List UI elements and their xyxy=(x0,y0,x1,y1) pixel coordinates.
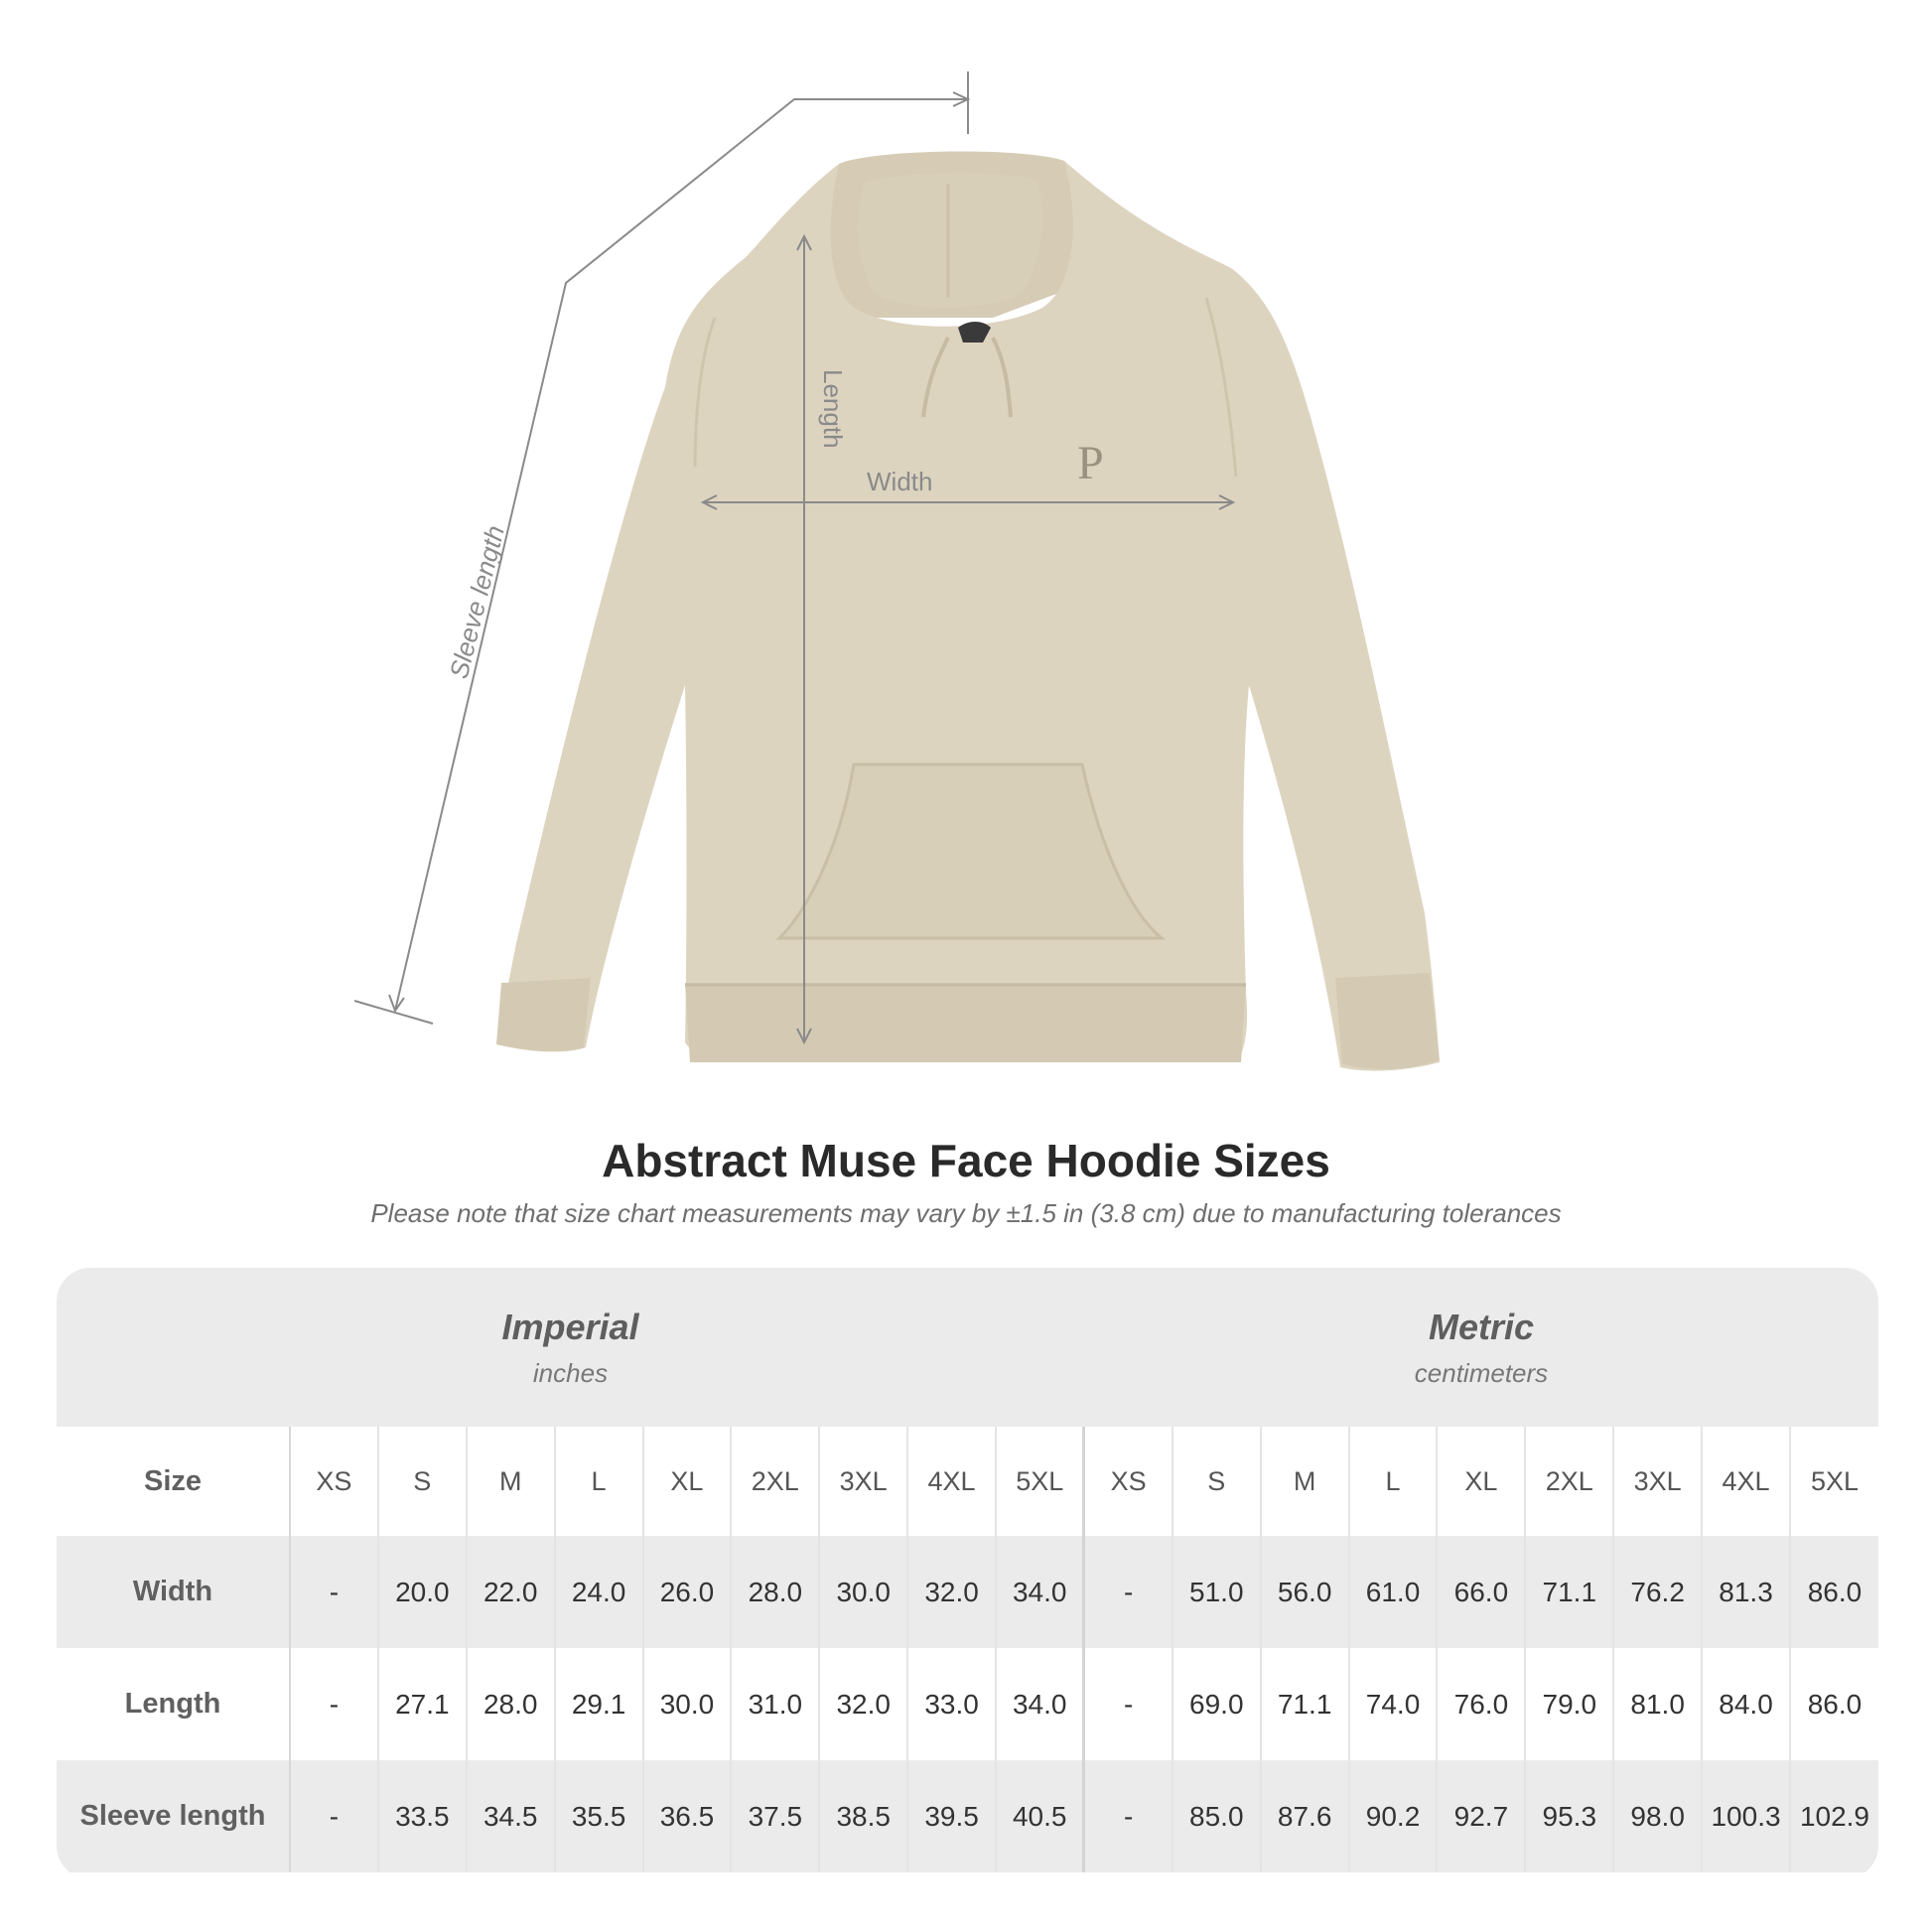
imperial-value-cell: 26.0 xyxy=(643,1536,732,1648)
hoodie-cuff-right xyxy=(1335,973,1440,1069)
metric-value-cell: 71.1 xyxy=(1261,1648,1349,1760)
metric-value-cell: 86.0 xyxy=(1790,1648,1878,1760)
metric-value-cell: 56.0 xyxy=(1261,1536,1349,1648)
imperial-value-cell: 34.0 xyxy=(996,1648,1084,1760)
metric-value-cell: 81.0 xyxy=(1613,1648,1702,1760)
metric-value-cell: - xyxy=(1084,1536,1173,1648)
metric-size-s: S xyxy=(1173,1427,1261,1536)
imperial-value-cell: 40.5 xyxy=(996,1760,1084,1872)
imperial-value-cell: 20.0 xyxy=(378,1536,467,1648)
metric-size-l: L xyxy=(1349,1427,1438,1536)
metric-value-cell: - xyxy=(1084,1648,1173,1760)
metric-value-cell: 79.0 xyxy=(1525,1648,1613,1760)
metric-value-cell: 61.0 xyxy=(1349,1536,1438,1648)
imperial-size-m: M xyxy=(467,1427,555,1536)
measurement-label: Length xyxy=(57,1648,290,1760)
imperial-value-cell: 27.1 xyxy=(378,1648,467,1760)
metric-size-3xl: 3XL xyxy=(1613,1427,1702,1536)
metric-value-cell: 86.0 xyxy=(1790,1536,1878,1648)
imperial-value-cell: 36.5 xyxy=(643,1760,732,1872)
metric-value-cell: 74.0 xyxy=(1349,1648,1438,1760)
imperial-size-xl: XL xyxy=(643,1427,732,1536)
imperial-size-2xl: 2XL xyxy=(731,1427,819,1536)
metric-size-5xl: 5XL xyxy=(1790,1427,1878,1536)
imperial-title: Imperial xyxy=(501,1306,639,1347)
metric-size-xs: XS xyxy=(1084,1427,1173,1536)
imperial-size-3xl: 3XL xyxy=(819,1427,907,1536)
imperial-value-cell: 22.0 xyxy=(467,1536,555,1648)
metric-value-cell: 66.0 xyxy=(1437,1536,1525,1648)
imperial-value-cell: 34.5 xyxy=(467,1760,555,1872)
metric-size-4xl: 4XL xyxy=(1702,1427,1790,1536)
length-label: Length xyxy=(818,369,848,449)
metric-value-cell: 81.3 xyxy=(1702,1536,1790,1648)
imperial-value-cell: 33.5 xyxy=(378,1760,467,1872)
metric-size-m: M xyxy=(1261,1427,1349,1536)
imperial-value-cell: 38.5 xyxy=(819,1760,907,1872)
imperial-value-cell: - xyxy=(290,1536,378,1648)
imperial-value-cell: 37.5 xyxy=(731,1760,819,1872)
metric-value-cell: 95.3 xyxy=(1525,1760,1613,1872)
metric-value-cell: 87.6 xyxy=(1261,1760,1349,1872)
hoodie-hood-lining xyxy=(858,173,1042,308)
imperial-value-cell: 35.5 xyxy=(555,1760,643,1872)
imperial-value-cell: 31.0 xyxy=(731,1648,819,1760)
metric-value-cell: 98.0 xyxy=(1613,1760,1702,1872)
metric-title: Metric xyxy=(1428,1306,1534,1347)
imperial-size-4xl: 4XL xyxy=(907,1427,996,1536)
metric-value-cell: 102.9 xyxy=(1790,1760,1878,1872)
sleeve-length-label: Sleeve length xyxy=(443,522,510,682)
metric-value-cell: 76.2 xyxy=(1613,1536,1702,1648)
size-chart-table xyxy=(57,1268,1878,1879)
metric-value-cell: 84.0 xyxy=(1702,1648,1790,1760)
width-label: Width xyxy=(867,467,933,496)
metric-value-cell: 85.0 xyxy=(1173,1760,1261,1872)
hoodie-illustration xyxy=(496,152,1440,1071)
chest-logo-mark: P xyxy=(1077,437,1104,489)
metric-size-xl: XL xyxy=(1437,1427,1525,1536)
metric-value-cell: 90.2 xyxy=(1349,1760,1438,1872)
table-row xyxy=(57,1648,1878,1760)
imperial-size-xs: XS xyxy=(290,1427,378,1536)
size-header-row xyxy=(57,1427,1878,1536)
measurement-label: Width xyxy=(57,1536,290,1648)
imperial-value-cell: 32.0 xyxy=(907,1536,996,1648)
hoodie-waistband xyxy=(685,983,1246,1062)
imperial-value-cell: - xyxy=(290,1648,378,1760)
imperial-size-l: L xyxy=(555,1427,643,1536)
imperial-value-cell: 30.0 xyxy=(643,1648,732,1760)
metric-value-cell: 76.0 xyxy=(1437,1648,1525,1760)
metric-header xyxy=(1084,1268,1878,1427)
imperial-size-5xl: 5XL xyxy=(996,1427,1084,1536)
imperial-value-cell: - xyxy=(290,1760,378,1872)
metric-unit: centimeters xyxy=(1414,1357,1549,1388)
imperial-value-cell: 24.0 xyxy=(555,1536,643,1648)
imperial-value-cell: 32.0 xyxy=(819,1648,907,1760)
imperial-value-cell: 33.0 xyxy=(907,1648,996,1760)
metric-value-cell: 51.0 xyxy=(1173,1536,1261,1648)
imperial-size-s: S xyxy=(378,1427,467,1536)
table-row xyxy=(57,1760,1878,1872)
imperial-unit: inches xyxy=(532,1357,609,1388)
page-title: Abstract Muse Face Hoodie Sizes xyxy=(602,1135,1330,1186)
metric-value-cell: 69.0 xyxy=(1173,1648,1261,1760)
metric-value-cell: 100.3 xyxy=(1702,1760,1790,1872)
imperial-value-cell: 29.1 xyxy=(555,1648,643,1760)
imperial-value-cell: 30.0 xyxy=(819,1536,907,1648)
imperial-value-cell: 34.0 xyxy=(996,1536,1084,1648)
imperial-header xyxy=(57,1268,1084,1427)
measurement-system-header xyxy=(57,1268,1878,1427)
metric-value-cell: - xyxy=(1084,1760,1173,1872)
measurement-label: Sleeve length xyxy=(57,1760,290,1872)
metric-value-cell: 92.7 xyxy=(1437,1760,1525,1872)
hoodie-cuff-left xyxy=(496,978,591,1051)
size-row-label: Size xyxy=(57,1427,290,1536)
metric-size-2xl: 2XL xyxy=(1525,1427,1613,1536)
imperial-value-cell: 28.0 xyxy=(731,1536,819,1648)
imperial-value-cell: 39.5 xyxy=(907,1760,996,1872)
tolerance-note: Please note that size chart measurements may vary by ±1.5 in (3.8 cm) due to manufacturing tolerances xyxy=(370,1198,1562,1228)
table-row xyxy=(57,1536,1878,1648)
metric-value-cell: 71.1 xyxy=(1525,1536,1613,1648)
imperial-value-cell: 28.0 xyxy=(467,1648,555,1760)
